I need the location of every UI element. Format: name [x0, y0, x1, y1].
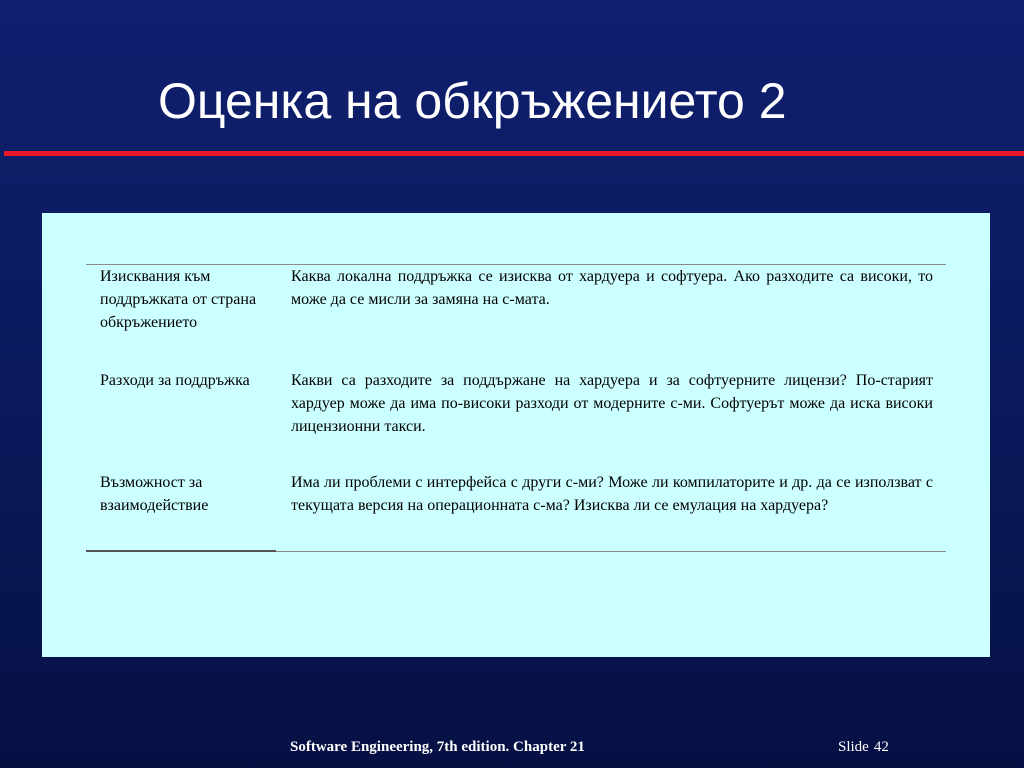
factor-cell: Разходи за поддръжка [100, 372, 250, 389]
title-underline [4, 151, 1024, 156]
question-cell: Има ли проблеми с интерфейса с други с-ми? Може ли компилаторите и др. да се използват с текущата версия на операционната с-ма? Изисква ли се емулация на хардуера? [291, 474, 933, 514]
footer-source: Software Engineering, 7th edition. Chapter 21 [290, 739, 585, 755]
content-panel [42, 213, 990, 657]
factor-cell: Изисквания към поддръжката от страна обкръжението [100, 268, 257, 331]
question-cell: Какви са разходите за поддържане на хардуера и за софтуерните лицензи? По-старият хардуер може да има по-високи разходи от модерните с-ми. Софтуерът може да иска високи лицензионни такси. [291, 372, 933, 435]
slide-number-value: 42 [873, 739, 889, 755]
factor-cell: Възможност за взаимодействие [100, 474, 209, 514]
slide-number [838, 739, 889, 756]
slide-title: Оценка на обкръжението 2 [158, 73, 787, 129]
table-bottom-divider [86, 550, 276, 552]
question-cell: Каква локална поддръжка се изисква от хардуера и софтуера. Ако разходите са високи, то може да се мисли за замяна на с-мата. [291, 268, 933, 308]
slide-label: Slide [838, 739, 869, 755]
